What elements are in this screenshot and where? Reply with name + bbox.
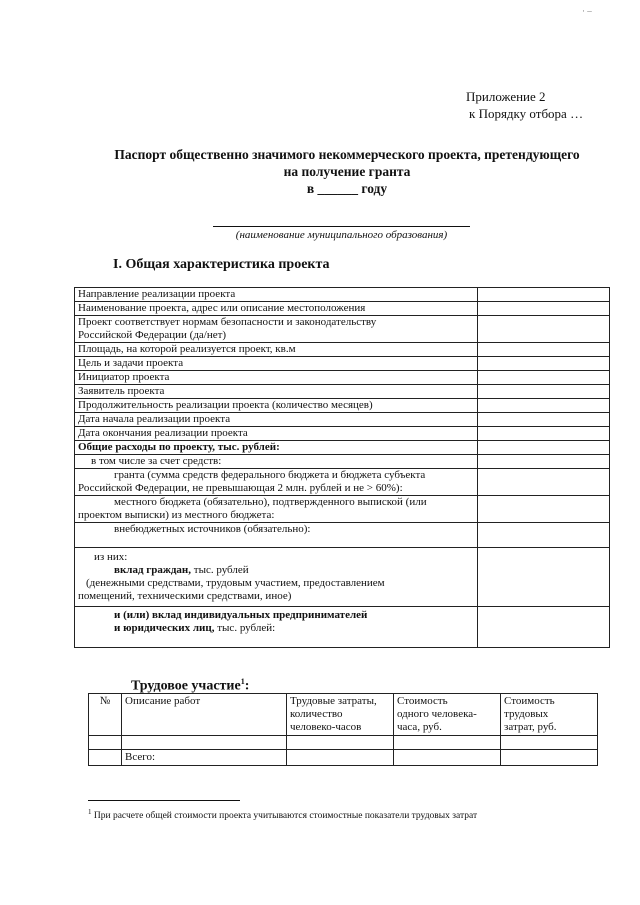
value-cell [478, 385, 610, 399]
municipality-caption: (наименование муниципального образования) [235, 229, 448, 241]
title-line-2: на получение гранта [283, 164, 411, 179]
corner-mark: · – [582, 6, 592, 16]
footnote [88, 808, 477, 821]
row-label-line [78, 564, 474, 577]
value-cell [478, 548, 610, 607]
header-hour-cost [394, 694, 501, 736]
table-row [89, 750, 598, 766]
row-label [75, 607, 478, 648]
value-cell [478, 357, 610, 371]
document-title [84, 146, 610, 197]
row-label-line [78, 622, 474, 635]
table-row [75, 371, 610, 385]
cell [287, 736, 394, 750]
table-row [75, 288, 610, 302]
table-row [75, 343, 610, 357]
footnote-marker: 1 [240, 677, 245, 686]
value-cell [478, 316, 610, 343]
row-label-line: и (или) вклад индивидуальных предпринимателей [114, 609, 368, 621]
value-cell [478, 399, 610, 413]
labour-heading-text: Трудовое участие [131, 678, 241, 694]
citizen-contribution-label: вклад граждан, [114, 564, 192, 576]
row-label: Цель и задачи проекта [75, 357, 478, 371]
table-row [75, 413, 610, 427]
header-number: № [89, 694, 122, 736]
row-label [75, 548, 478, 607]
row-label-line: Проект соответствует нормам безопасности и законодательству [78, 316, 377, 328]
row-label: Заявитель проекта [75, 385, 478, 399]
value-cell [478, 302, 610, 316]
value-cell [478, 441, 610, 455]
table-row [75, 455, 610, 469]
row-label: Дата начала реализации проекта [75, 413, 478, 427]
row-label-line: Российской Федерации (да/нет) [78, 329, 227, 341]
table-row [75, 441, 610, 455]
appendix-note [466, 88, 583, 122]
header-line: одного человека- [397, 708, 477, 720]
table-row [89, 736, 598, 750]
labour-heading-colon: : [244, 678, 250, 694]
cell [394, 750, 501, 766]
cell [287, 750, 394, 766]
section-1-heading: I. Общая характеристика проекта [113, 257, 330, 272]
header-description: Описание работ [122, 694, 287, 736]
value-cell [478, 455, 610, 469]
project-characteristics-table [74, 287, 610, 648]
cell [501, 750, 598, 766]
row-label: в том числе за счет средств: [75, 455, 478, 469]
row-label-text: тыс. рублей: [214, 622, 276, 634]
cell [394, 736, 501, 750]
row-label-line: (денежными средствами, трудовым участием, предоставлением [86, 577, 385, 589]
table-row [75, 607, 610, 648]
table-header-row [89, 694, 598, 736]
total-label: Всего: [122, 750, 287, 766]
table-row [75, 302, 610, 316]
header-line: Стоимость [504, 695, 555, 707]
labour-participation-heading [131, 677, 249, 695]
value-cell [478, 413, 610, 427]
header-line: затрат, руб. [504, 721, 557, 733]
appendix-line-2: к Порядку отбора … [469, 106, 584, 121]
table-row [75, 496, 610, 523]
table-row [75, 427, 610, 441]
row-label-line: проектом выписки) из местного бюджета: [78, 509, 275, 521]
municipality-fill-line [213, 226, 470, 227]
value-cell [478, 496, 610, 523]
table-row [75, 523, 610, 548]
header-line: трудовых [504, 708, 549, 720]
header-line: количество [290, 708, 343, 720]
value-cell [478, 371, 610, 385]
value-cell [478, 427, 610, 441]
table-row [75, 469, 610, 496]
value-cell [478, 288, 610, 302]
header-line: человеко-часов [290, 721, 362, 733]
row-label-line: из них: [94, 551, 128, 563]
row-label: Инициатор проекта [75, 371, 478, 385]
row-label [75, 316, 478, 343]
row-label-line: Российской Федерации, не превышающая 2 млн. рублей и не > 60%): [78, 482, 403, 494]
row-label: Общие расходы по проекту, тыс. рублей: [75, 441, 478, 455]
row-label: Наименование проекта, адрес или описание местоположения [75, 302, 478, 316]
cell [122, 736, 287, 750]
footnote-separator [88, 800, 240, 801]
footnote-text: При расчете общей стоимости проекта учитываются стоимостные показатели трудовых затрат [91, 811, 478, 822]
table-row [75, 548, 610, 607]
table-row [75, 316, 610, 343]
header-line: Стоимость [397, 695, 448, 707]
row-label-line: гранта (сумма средств федерального бюджета и бюджета субъекта [114, 469, 426, 481]
row-label: Продолжительность реализации проекта (количество месяцев) [75, 399, 478, 413]
header-line: Трудовые затраты, [290, 695, 377, 707]
cell [89, 736, 122, 750]
row-label-text: тыс. рублей [191, 564, 249, 576]
row-label-line: местного бюджета (обязательно), подтвержденного выпиской (или [114, 496, 427, 508]
footnote-number: 1 [88, 808, 92, 816]
row-label [75, 523, 478, 548]
header-line: часа, руб. [397, 721, 442, 733]
value-cell [478, 523, 610, 548]
table-row [75, 385, 610, 399]
row-label [75, 496, 478, 523]
header-labour-hours [287, 694, 394, 736]
table-row [75, 357, 610, 371]
appendix-line-1: Приложение 2 [466, 89, 546, 104]
row-label-line: помещений, техническими средствами, иное) [78, 590, 292, 602]
cell [501, 736, 598, 750]
value-cell [478, 607, 610, 648]
labour-participation-table [88, 693, 598, 766]
value-cell [478, 343, 610, 357]
row-label [75, 469, 478, 496]
title-line-1: Паспорт общественно значимого некоммерческого проекта, претендующего [114, 147, 580, 162]
table-row [75, 399, 610, 413]
business-contribution-label: и юридических лиц, [114, 622, 215, 634]
row-label: Дата окончания реализации проекта [75, 427, 478, 441]
header-total-cost [501, 694, 598, 736]
row-label: Направление реализации проекта [75, 288, 478, 302]
row-label-line: внебюджетных источников (обязательно): [114, 523, 311, 535]
cell [89, 750, 122, 766]
value-cell [478, 469, 610, 496]
title-line-3: в ______ году [306, 181, 388, 196]
row-label: Площадь, на которой реализуется проект, кв.м [75, 343, 478, 357]
